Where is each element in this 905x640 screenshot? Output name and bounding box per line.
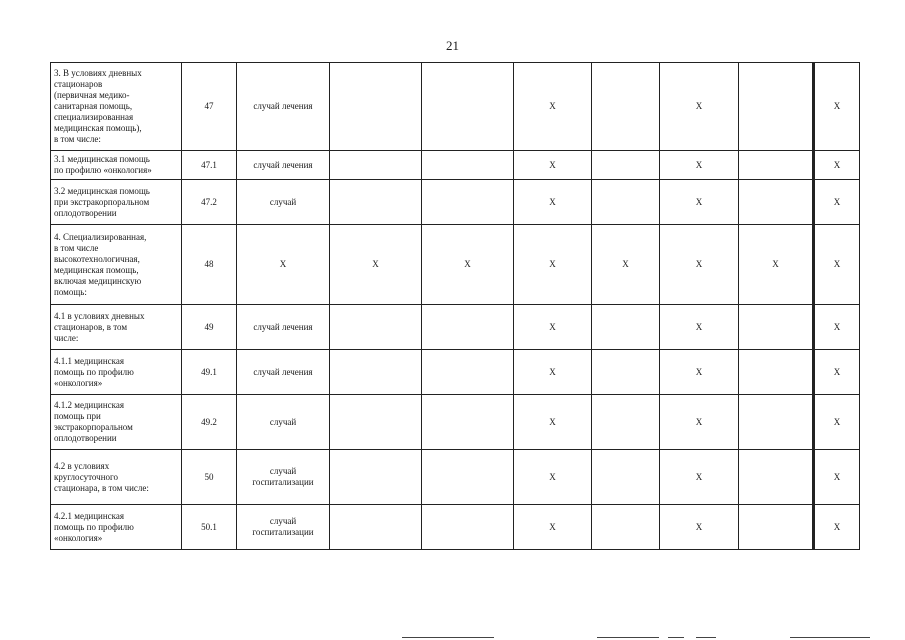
- row-name-line: числе:: [54, 332, 79, 343]
- row-name-line: 4.1 в условиях дневных: [54, 310, 145, 321]
- value-cell: [739, 305, 814, 350]
- value-cell: [422, 305, 514, 350]
- row-unit: [237, 225, 330, 305]
- row-name: [51, 151, 182, 180]
- value-cell: [330, 151, 422, 180]
- row-name-line: экстракорпоральном: [54, 422, 133, 432]
- row-name-line: 4.1.2 медицинская: [54, 400, 125, 410]
- value-cell: X: [514, 350, 592, 395]
- row-name-line: «онкология»: [54, 377, 103, 388]
- value-cell: [422, 395, 514, 450]
- row-name: [51, 305, 182, 350]
- value-cell: X: [660, 395, 739, 450]
- row-unit-line: случай: [269, 416, 297, 427]
- program-table: [50, 62, 860, 550]
- value-cell: X: [660, 151, 739, 180]
- value-cell: [739, 505, 814, 550]
- row-name-line: при экстракорпоральном: [54, 196, 150, 207]
- value-cell: X: [514, 305, 592, 350]
- value-cell: [592, 350, 660, 395]
- value-cell: X: [814, 63, 860, 151]
- row-unit: [237, 350, 330, 395]
- value-cell: X: [660, 505, 739, 550]
- value-cell: [592, 63, 660, 151]
- row-unit-line: госпитализации: [252, 477, 314, 487]
- row-number: 50: [182, 450, 237, 505]
- value-cell: [422, 505, 514, 550]
- row-name-line: 4. Специализированная,: [54, 231, 147, 242]
- table-row: [51, 225, 860, 305]
- value-cell: [592, 305, 660, 350]
- value-cell: [330, 63, 422, 151]
- table-row: [51, 63, 860, 151]
- value-cell: [739, 350, 814, 395]
- row-unit-line: случай: [269, 516, 297, 526]
- row-name-line: (первичная медико-: [54, 90, 130, 100]
- row-number: 49.2: [182, 395, 237, 450]
- row-name: [51, 505, 182, 550]
- row-name-line: стационара, в том числе:: [54, 482, 149, 493]
- row-name-line: помощь при: [54, 411, 101, 421]
- row-unit-line: случай лечения: [253, 159, 313, 170]
- row-name-line: специализированная: [54, 112, 134, 122]
- table-row: [51, 505, 860, 550]
- value-cell: X: [814, 180, 860, 225]
- row-name-line: 4.2 в условиях: [54, 460, 110, 471]
- value-cell: [739, 395, 814, 450]
- row-number: 47.2: [182, 180, 237, 225]
- row-unit: [237, 395, 330, 450]
- table-row: [51, 305, 860, 350]
- row-name-line: «онкология»: [54, 532, 103, 543]
- value-cell: X: [514, 151, 592, 180]
- value-cell: X: [814, 505, 860, 550]
- footer-rule-4: [696, 637, 716, 638]
- value-cell: X: [514, 505, 592, 550]
- row-unit: [237, 151, 330, 180]
- value-cell: X: [660, 180, 739, 225]
- value-cell: X: [660, 225, 739, 305]
- table-row: [51, 450, 860, 505]
- row-name-line: 4.1.1 медицинская: [54, 355, 125, 366]
- value-cell: X: [814, 305, 860, 350]
- value-cell: X: [660, 305, 739, 350]
- value-cell: [422, 63, 514, 151]
- row-name-line: оплодотворении: [54, 433, 117, 443]
- value-cell: X: [514, 450, 592, 505]
- table-row: [51, 395, 860, 450]
- row-name-line: медицинская помощь),: [54, 123, 142, 133]
- row-name: [51, 180, 182, 225]
- value-cell: X: [514, 225, 592, 305]
- footer-rule-3: [668, 637, 684, 638]
- row-unit-line: госпитализации: [252, 527, 314, 537]
- row-number: 49.1: [182, 350, 237, 395]
- row-name-line: в том числе: [54, 242, 99, 253]
- value-cell: [592, 151, 660, 180]
- row-name-line: помощь по профилю: [54, 366, 134, 377]
- value-cell: [592, 395, 660, 450]
- row-name: [51, 225, 182, 305]
- value-cell: [330, 505, 422, 550]
- value-cell: [739, 63, 814, 151]
- table-body: [51, 63, 860, 550]
- value-cell: X: [660, 63, 739, 151]
- value-cell: [739, 180, 814, 225]
- row-unit-line: случай лечения: [253, 101, 313, 111]
- value-cell: [422, 151, 514, 180]
- row-name: [51, 395, 182, 450]
- page-number: 21: [446, 38, 459, 53]
- row-name-line: помощь по профилю: [54, 521, 134, 532]
- value-cell: [739, 151, 814, 180]
- row-number: 48: [182, 225, 237, 305]
- table-row: [51, 151, 860, 180]
- row-name: [51, 350, 182, 395]
- row-name-line: стационаров, в том: [54, 321, 128, 332]
- footer-rule-1: [402, 637, 494, 638]
- value-cell: X: [422, 225, 514, 305]
- value-cell: X: [814, 350, 860, 395]
- row-name-line: включая медицинскую: [54, 275, 142, 286]
- row-name-line: 3.1 медицинская помощь: [54, 154, 150, 164]
- value-cell: [330, 450, 422, 505]
- value-cell: [330, 350, 422, 395]
- row-name-line: помощь:: [54, 286, 87, 297]
- value-cell: [422, 350, 514, 395]
- value-cell: X: [514, 63, 592, 151]
- row-unit: [237, 450, 330, 505]
- row-unit-line: X: [279, 259, 287, 269]
- value-cell: [330, 305, 422, 350]
- value-cell: [592, 505, 660, 550]
- row-name-line: 3.2 медицинская помощь: [54, 185, 150, 196]
- row-name-line: 4.2.1 медицинская: [54, 510, 125, 521]
- row-unit: [237, 505, 330, 550]
- row-name-line: круглосуточного: [54, 471, 118, 482]
- value-cell: X: [814, 450, 860, 505]
- value-cell: X: [514, 395, 592, 450]
- table-row: [51, 350, 860, 395]
- footer-rule-5: [790, 637, 870, 638]
- value-cell: [422, 450, 514, 505]
- table-row: [51, 180, 860, 225]
- value-cell: X: [660, 450, 739, 505]
- row-name-line: 3. В условиях дневных: [54, 68, 142, 78]
- row-number: 47.1: [182, 151, 237, 180]
- row-unit-line: случай: [269, 466, 297, 476]
- value-cell: [592, 450, 660, 505]
- row-unit-line: случай лечения: [253, 366, 313, 377]
- value-cell: [330, 180, 422, 225]
- value-cell: [592, 180, 660, 225]
- row-name-line: высокотехнологичная,: [54, 253, 140, 264]
- value-cell: X: [330, 225, 422, 305]
- value-cell: X: [592, 225, 660, 305]
- row-name: [51, 63, 182, 151]
- row-unit: [237, 305, 330, 350]
- value-cell: [330, 395, 422, 450]
- row-name-line: по профилю «онкология»: [54, 165, 152, 175]
- value-cell: X: [814, 395, 860, 450]
- row-number: 47: [182, 63, 237, 151]
- value-cell: [422, 180, 514, 225]
- value-cell: X: [739, 225, 814, 305]
- value-cell: X: [814, 225, 860, 305]
- row-name: [51, 450, 182, 505]
- value-cell: X: [514, 180, 592, 225]
- value-cell: [739, 450, 814, 505]
- row-unit-line: случай: [269, 196, 297, 207]
- row-number: 50.1: [182, 505, 237, 550]
- row-name-line: стационаров: [54, 79, 103, 89]
- row-number: 49: [182, 305, 237, 350]
- row-name-line: медицинская помощь,: [54, 264, 139, 275]
- row-name-line: оплодотворении: [54, 207, 117, 218]
- row-name-line: в том числе:: [54, 134, 101, 144]
- value-cell: X: [814, 151, 860, 180]
- row-unit: [237, 63, 330, 151]
- value-cell: X: [660, 350, 739, 395]
- footer-rule-2: [597, 637, 659, 638]
- row-unit-line: случай лечения: [253, 321, 313, 332]
- row-unit: [237, 180, 330, 225]
- row-name-line: санитарная помощь,: [54, 101, 133, 111]
